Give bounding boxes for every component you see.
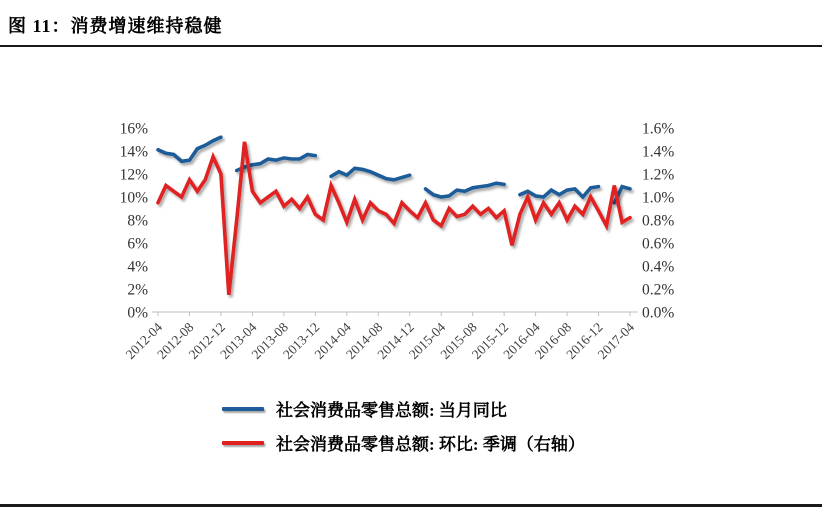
x-axis-tick-label: 2012-12 xyxy=(185,319,229,362)
left-axis-tick-label: 16% xyxy=(119,120,148,138)
x-axis-tick-label: 2014-08 xyxy=(342,319,386,362)
x-axis-tick-label: 2016-08 xyxy=(531,319,575,362)
x-axis-tick-label: 2012-04 xyxy=(122,319,166,362)
legend-item-mom xyxy=(222,430,585,455)
x-axis-tick-label: 2013-12 xyxy=(280,319,323,362)
blue-line-swatch-icon xyxy=(222,407,264,411)
x-axis-tick-label: 2015-12 xyxy=(468,319,512,362)
left-axis-tick-label: 14% xyxy=(119,143,148,161)
x-axis-tick-label: 2016-12 xyxy=(563,319,606,362)
right-axis-tick-label: 0.2% xyxy=(642,281,675,299)
right-axis-tick-label: 1.6% xyxy=(642,120,675,138)
right-axis-tick-label: 0.8% xyxy=(642,212,675,230)
axes xyxy=(120,121,675,362)
left-axis-tick-label: 4% xyxy=(127,258,148,276)
x-axis-tick-label: 2016-04 xyxy=(500,319,543,362)
x-axis-tick-label: 2014-12 xyxy=(374,319,417,362)
left-axis-tick-label: 6% xyxy=(127,235,148,253)
right-axis-tick-label: 1.4% xyxy=(642,143,675,161)
left-axis-tick-label: 12% xyxy=(119,166,148,184)
x-axis-tick-label: 2013-08 xyxy=(248,319,291,362)
right-axis-tick-label: 1.0% xyxy=(642,189,675,207)
series-line-retail-mom-sa xyxy=(158,142,630,295)
footer-divider-line xyxy=(0,504,822,507)
legend-label-mom: 社会消费品零售总额: 环比: 季调（右轴） xyxy=(276,435,585,454)
left-axis-tick-label: 10% xyxy=(119,189,148,207)
right-axis-tick-label: 0.6% xyxy=(642,235,675,253)
left-axis-tick-label: 2% xyxy=(127,281,148,299)
x-axis-tick-label: 2015-08 xyxy=(437,319,480,362)
red-line-swatch-icon xyxy=(222,441,264,445)
x-axis-tick-label: 2012-08 xyxy=(154,319,197,362)
x-axis-tick-label: 2014-04 xyxy=(311,319,354,362)
right-axis-tick-label: 0.0% xyxy=(642,304,675,322)
x-axis-tick-label: 2013-04 xyxy=(217,319,260,362)
legend-label-yoy: 社会消费品零售总额: 当月同比 xyxy=(276,401,507,420)
series-line-retail-yoy xyxy=(158,137,630,203)
right-axis-tick-label: 0.4% xyxy=(642,258,675,276)
left-axis-tick-label: 8% xyxy=(127,212,148,230)
figure-title: 图 11：消费增速维持稳健 xyxy=(8,16,223,36)
x-axis-tick-label: 2015-04 xyxy=(405,319,449,362)
right-axis-tick-label: 1.2% xyxy=(642,166,675,184)
chart-legend xyxy=(222,396,585,455)
x-axis-tick-label: 2017-04 xyxy=(594,319,638,362)
series-lines xyxy=(158,137,630,295)
legend-item-yoy xyxy=(222,396,585,421)
left-axis-tick-label: 0% xyxy=(127,304,148,322)
